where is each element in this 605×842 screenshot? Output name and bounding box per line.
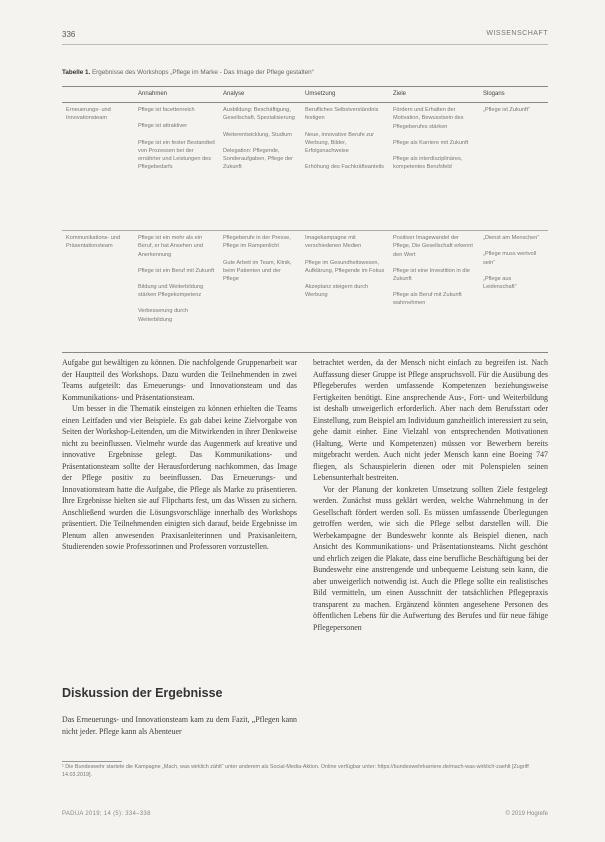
footnote: ¹ Die Bundeswehr startete die Kampagne „Mach, was wirklich zählt“ unter anderem als Social-Media-Aktion. Online verfügbar unter: https://bundeswehrkarriere.de/mach-was-wirklich-zaehlt [Zugriff 14.03.2019]. (62, 764, 529, 778)
cell-item: Imagekampagne mit verschiedenen Medien (305, 235, 362, 250)
team-cell (62, 231, 134, 353)
footer-copyright: © 2019 Hogrefe (505, 811, 548, 817)
cell-item: Pflege ist eine Investition in die Zukunft (393, 267, 470, 283)
section-heading: Diskussion der Ergebnisse (62, 686, 223, 700)
body-column-right (313, 357, 548, 633)
body-paragraph: Vor der Planung der konkreten Umsetzung sollten Ziele festgelegt werden. Zunächst muss geklärt werden, welche Wahrnehmung in der Gesellschaft fördert werden soll. Es müssen umfassende Überlegungen getroffen werden, wie sich die Pflege selbst darstellen will. Die Werbekampagne der Bundeswehr konnte als Beispiel dienen, nach Ansicht des Kommunikations- und Präsentationsteams. Nicht geschönt und ehrlich zeigen die Plakate, dass eine berufliche Beschäftigung bei der Bundeswehr eine anstrengende und unbequeme Leistung sein kann, die aber unweigerlich notwendig ist. Auch die Pflege sollte ein realistisches Bild vermitteln, um einen Ausschnitt der tatsächlichen Pflegepraxis transparent zu machen. Ergänzend könnten angesehene Personen des öffentlichen Lebens für die Aufwertung des Berufes und für neue fähige Pflegepersonen (313, 484, 548, 632)
analyse-cell (219, 231, 301, 353)
table-header-cell: Umsetzung (301, 87, 389, 103)
cell-item: „Pflege ist Zukunft“ (483, 107, 530, 114)
cell-item: Neue, innovative Berufe zur Werbung, Bilder, Erfolgsnachweise (305, 131, 375, 155)
results-table (62, 86, 548, 353)
cell-item: Verbesserung durch Weiterbildung (138, 308, 189, 323)
section-label: WISSENSCHAFT (486, 30, 548, 37)
team-name: Kommunikations- und Präsentationsteam (66, 235, 121, 250)
footnote-rule (62, 761, 122, 762)
cell-item: Delegation: Pflegende, Sonderaufgaben, Pflege der Zukunft (223, 147, 293, 171)
footer-citation: PADUA 2019; 14 (5): 334–338 (62, 811, 151, 817)
cell-item: Pflege ist attraktiver (138, 123, 188, 130)
cell-item: Akzeptanz steigern durch Werbung (305, 284, 369, 299)
analyse-cell (219, 103, 301, 231)
slogans-cell (479, 231, 548, 353)
cell-item: Gute Arbeit im Team, Klinik, beim Patienten und der Pflege (223, 259, 292, 283)
body-paragraph: Um besser in die Thematik einsteigen zu können erhielten die Teams einen Leitfaden und vier Beispiele. Es gab dabei keine Zielvorgabe von Seiten der Workshop-Leitenden, um die Mitwirkenden in ihrer Denkweise nicht zu beeinflussen. Vielmehr wurde das Augenmerk auf kreative und innovative Ergebnisse gelegt. Das Kommunikations- und Präsentationsteam sollte der Herausforderung nachkommen, das Image der Pflege positiv zu beeinflussen. Das Erneuerungs- und Innovationsteam hatte die Aufgabe, die Pflege als Marke zu präsentieren. Ihre Ergebnisse hielten sie auf Flipcharts fest, um das Wissen zu sichern. Anschließend wurden die Lösungsvorschläge innerhalb des Workshops präsentiert. Die Teilnehmenden einigten sich darauf, beide Ergebnisse im Plenum allen anwesenden Praxisanleiterinnen und Praxisanleitern, Studierenden sowie Professorinnen und Professoren vorzustellen. (62, 404, 297, 551)
cell-item: Pflege im Gesundheitswesen, Aufklärung, Pflegende im Fokus (305, 259, 385, 274)
table-header-row (62, 87, 548, 103)
header-rule (62, 44, 548, 45)
cell-item: Pflege ist ein fester Bestandteil von Prozessen bei der ernährter und Leistungen des Pflegebedarfs (138, 139, 215, 171)
cell-item: „Pflege muss wertvoll sein“ (483, 251, 537, 266)
body-column-left (62, 357, 297, 553)
running-header (62, 30, 548, 42)
body-paragraph: betrachtet werden, da der Mensch nicht einfach zu begreifen ist. Nach Auffassung dieser Gruppe ist Pflege anspruchsvoll. Für die Ausübung des Pflegeberufes werden umfassende Kompetenzen beziehungsweise Fertigkeiten benötigt. Eine ansprechende Aus-, Fort- und Weiterbildung ist deshalb unweigerlich erforderlich. Aber nach dem Berufsstart oder Einstellung, zum Beispiel am Individuum ganzheitlich interessiert zu sein, gehe damit einher. Eine Vielzahl von entsprechenden Motivationen (Haltung, Werte und Kompetenzen) müssen vor Bewerbern bereits mitgebracht werden. Auch nicht jeder Mensch kann eine Boeing 747 fliegen, als Schauspielerin dienen oder mit Polenspielen seinen Lebensunterhalt bestreiten. (313, 358, 548, 482)
cell-item: Fördern und Erhalten der Motivation, Bewusstsein des Pflegeberufes stärken (393, 107, 464, 130)
cell-item: Pflege ist ein mehr als ein Beruf, er hat Ansehen und Anerkennung (138, 235, 203, 258)
team-name: Erneuerungs- und Innovationsteam (66, 107, 111, 122)
table-header-cell: Slogans (479, 87, 548, 103)
slogans-cell (479, 103, 548, 231)
table-caption-text: Ergebnisse des Workshops „Pflege im Marke - Das Image der Pflege gestalten“ (91, 69, 314, 76)
cell-item: Positiver Imagewandel der Pflege, Die Gesellschaft erkennt den Wert (393, 235, 473, 258)
cell-item: „Pflege aus Leidenschaft“ (483, 275, 517, 291)
cell-item: Pflege ist facettenreich (138, 107, 195, 114)
ziele-cell (389, 103, 479, 231)
cell-item: Ausbildung: Beschäftigung, Gesellschaft, Spezialisierung (223, 107, 295, 122)
cell-item: Berufliches Selbstverständnis festigen (305, 107, 379, 122)
cell-item: Pflegeberufe in der Presse, Pflege im Rampenlicht (223, 235, 291, 250)
table-row (62, 231, 548, 353)
team-cell (62, 103, 134, 231)
cell-item: „Dienst am Menschen“ (483, 235, 540, 242)
ziele-cell (389, 231, 479, 353)
body-paragraph: Aufgabe gut bewältigen zu können. Die nachfolgende Gruppenarbeit war der Hauptteil des Workshops. Dazu wurden die Teilnehmenden in zwei Teams aufgeteilt: das Erneuerungs- und Innovationsteam und das Kommunikations- und Präsentationsteam. (62, 358, 297, 402)
cell-item: Pflege als Karriere mit Zukunft (393, 139, 469, 146)
body-paragraph: Das Erneuerungs- und Innovationsteam kam zu dem Fazit, „Pflegen kann nicht jeder. Pflege kann als Abenteuer (62, 715, 297, 736)
cell-item: Bildung und Weiterbildung stärken Pflegekompetenz (138, 284, 204, 299)
table-header-cell: Ziele (389, 87, 479, 103)
umsetzung-cell (301, 231, 389, 353)
table-header-cell: Annahmen (134, 87, 219, 103)
annahmen-cell (134, 103, 219, 231)
cell-item: Erhöhung des Fachkräfteanteils (305, 164, 384, 171)
cell-item: Pflege als Beruf mit Zukunft wahrnehmen (393, 292, 462, 307)
table-caption (62, 68, 548, 77)
annahmen-cell (134, 231, 219, 353)
page-number: 336 (62, 30, 76, 39)
table-caption-label: Tabelle 1. (62, 69, 91, 76)
cell-item: Pflege als interdisziplinäres, kompetentes Berufsfeld (393, 156, 463, 171)
table-header-cell: Analyse (219, 87, 301, 103)
table-header-cell (62, 87, 134, 103)
cell-item: Weiterentwicklung, Studium (223, 131, 292, 138)
body-column-left-continued (62, 714, 297, 737)
table-row (62, 103, 548, 231)
umsetzung-cell (301, 103, 389, 231)
cell-item: Pflege ist ein Beruf mit Zukunft (138, 267, 215, 274)
